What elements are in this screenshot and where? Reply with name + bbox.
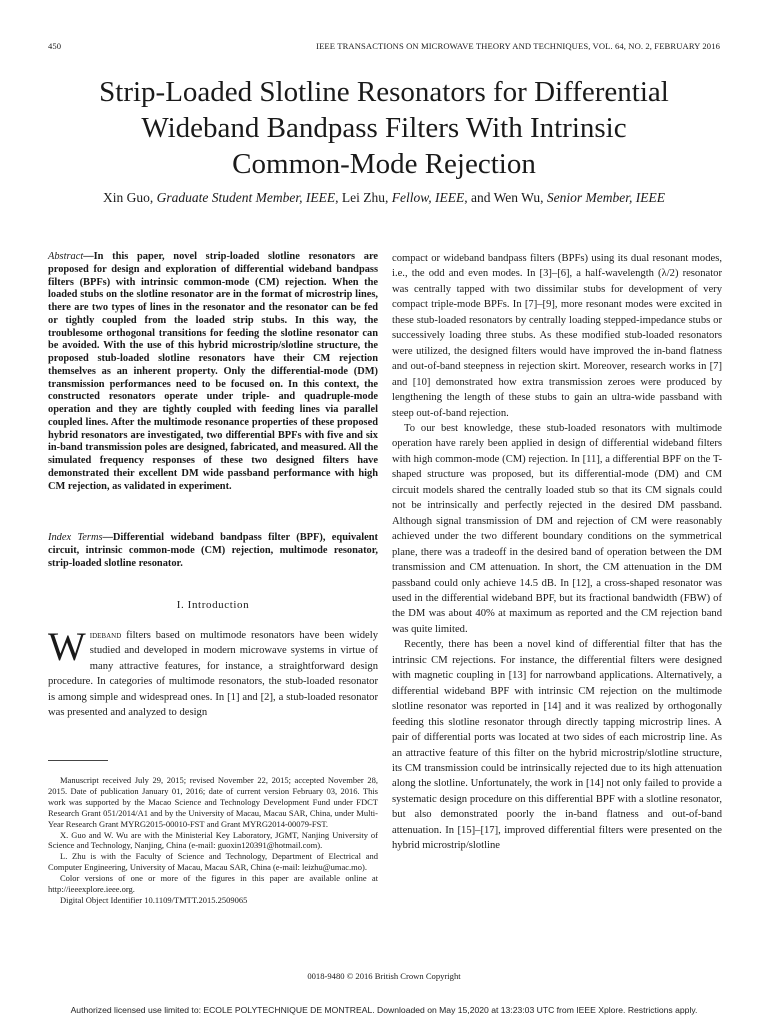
footnotes — [48, 775, 378, 906]
title-line-3: Common-Mode Rejection — [232, 148, 536, 180]
footnote-color: Color versions of one or more of the figures in this paper are available online at http://ieeexplore.ieee.org. — [48, 873, 378, 895]
drop-cap: W — [48, 624, 86, 669]
footnote-affiliation-1: X. Guo and W. Wu are with the Ministerial Key Laboratory, JGMT, Nanjing University of Science and Technology, Nanjing, China (e-mail: guoxin120391@hotmail.com). — [48, 829, 378, 851]
author-2-role: Fellow, IEEE — [391, 190, 465, 205]
page-number: 450 — [48, 41, 62, 51]
index-terms-label: Index Terms — [48, 532, 103, 543]
author-1-name: Xin Guo, — [103, 190, 154, 205]
intro-text: filters based on multimode resonators have been widely studied and developed in modern microwave systems in virtue of many attractive features, for instance, a straightforward design procedure. In categories of multimode resonators, the stub-loaded resonator is among simple and widespread ones. In [1] and [2], a stub-loaded resonator was presented and analyzed to design — [48, 630, 378, 719]
abstract-label: Abstract — [48, 251, 84, 262]
intro-first-word: ideband — [89, 630, 122, 641]
license-banner: Authorized licensed use limited to: ECOLE POLYTECHNIQUE DE MONTREAL. Downloaded on May 15,2020 at 13:23:03 UTC from IEEE Xplore. Restrictions apply. — [70, 1005, 698, 1015]
title-line-1: Strip-Loaded Slotline Resonators for Differential — [99, 76, 669, 108]
abstract — [48, 251, 378, 493]
title-line-2: Wideband Bandpass Filters With Intrinsic — [141, 112, 627, 144]
index-terms-text: —Differential wideband bandpass filter (BPF), equivalent circuit, intrinsic common-mode (CM) rejection, multimode resonator, strip-loaded slotline resonator. — [48, 532, 378, 569]
author-1-role: Graduate Student Member, IEEE — [156, 190, 336, 205]
running-head — [48, 41, 720, 55]
author-2-name: , Lei Zhu, — [335, 190, 389, 205]
author-3-role: Senior Member, IEEE — [546, 190, 665, 205]
section-heading: I. Introduction — [176, 599, 250, 611]
paper-title — [40, 74, 728, 182]
paragraph-3: Recently, there has been a novel kind of differential filter that has the intrinsic CM rejections. For instance, the differential filters were designed with magnetic coupling in [13] for narrowband applications. Alternatively, a differential wideband BPF with intrinsic CM rejection on the multimode slotline resonator was reported in [14] and it was realized by orthogonally feeding this slotline resonator through directly tapping microstrip lines. A pair of differential ports was located at two sides of each microstrip line. As an attractive feature of this filter on the hybrid microstrip/slotline structure, its CM transmission could be intrinsically rejected due to its high attenuation along the slotline. Unfortunately, the work in [14] not only failed to provide a systematic design procedure on this differential BPF with a slotline resonator, but also demonstrated poorly the in-band flatness and out-of-band attenuation. In [15]–[17], improved differential filters were presented on the hybrid microstrip/slotline — [392, 639, 722, 852]
footnote-affiliation-2: L. Zhu is with the Faculty of Science and Technology, Department of Electrical and Computer Engineering, University of Macau, Macau SAR, China (e-mail: leizhu@umac.mo). — [48, 851, 378, 873]
paragraph-2: To our best knowledge, these stub-loaded resonators with multimode operation have rarely been applied in design of differential wideband filters with high common-mode (CM) rejection. In [11], a differential BPF on the T-shaped structure was proposed, but its differential-mode (DM) and CM circuit models shared the centrally loaded stub so that its CM signals could not be intrinsically and perfectly rejected in the desired DM passband. Although signal transmission of DM and rejection of CM were reasonably achieved under the two different boundary conditions on the symmetrical plane, there was a tradeoff in the desired band of operation between the DM transmission and CM attenuation. In short, the CM attenuation in the DM passband could only achieve 14.5 dB. In [12], a cross-shaped resonator was used in the differential wideband BPF, but its fractional bandwidth (FBW) of the DM was about 40% at maximum as reported and the CM rejection band was quite limited. — [392, 422, 722, 635]
paragraph-1: compact or wideband bandpass filters (BPFs) using its dual resonant modes, i.e., the odd and even modes. In [3]–[6], a half-wavelength (λ/2) resonator was centrally tapped with two dissimilar stubs for development of very compact triple-mode BPFs. In [7]–[9], more resonant modes were excited in these stub-loaded resonators by centrally loading stepped-impedance stubs or successively loading three stubs. As these modified stub-loaded resonators were utilized, the designed filters would have improved the in-band flatness and out-of-band steepness in rejection skirt. Moreover, research works in [7] and [10] demonstrated how extra transmission zeroes were produced by lengthening the length of these stubs to gain an ultra-wide passband with steep out-of-band rejection. — [392, 253, 722, 419]
author-3-name: , and Wen Wu, — [464, 190, 544, 205]
introduction-paragraph — [48, 624, 378, 721]
footnote-manuscript: Manuscript received July 29, 2015; revised November 22, 2015; accepted November 28, 2015. Date of publication January 01, 2016; date of current version February 03, 2016. This work was supported by the Macao Science and Technology Development Fund under FDCT Research Grant 051/2014/A1 and by the University of Macau, Macau SAR, China, under Multi-Year Research Grant MYRG2015-00010-FST and Grant MYRG2014-00079-FST. — [48, 775, 378, 829]
footnote-divider — [48, 760, 108, 761]
footnote-doi: Digital Object Identifier 10.1109/TMTT.2015.2509065 — [60, 894, 248, 905]
index-terms — [48, 532, 378, 570]
journal-header: IEEE TRANSACTIONS ON MICROWAVE THEORY AND TECHNIQUES, VOL. 64, NO. 2, FEBRUARY 2016 — [316, 41, 720, 51]
abstract-text: —In this paper, novel strip-loaded slotline resonators are proposed for design and exploration of differential wideband bandpass filters (BPFs) with intrinsic common-mode (CM) rejection. When the loaded stubs on the slotline resonator are in the format of microstrip lines, there are two types of lines in the resonator and the resonator can be fed or tightly coupled from the loaded strip stubs. In this way, the troublesome orthogonal transitions for feeding the slotline resonator can be avoided. With the use of this hybrid microstrip/slotline structure, the proposed stub-loaded slotline resonators have their CM rejection themselves as an inherent property. Only the differential-mode (DM) transmission performances need to be focused on. In this context, the constructed resonators operate under triple- and quadruple-mode operation and they are tightly coupled with feeding lines via parallel coupled lines. After the multimode resonance properties of these proposed hybrid resonators are investigated, two differential BPFs with five and six in-band transmission poles are designed, fabricated, and measured. All the simulated frequency responses of these two designed filters have demonstrated their excellent DM wide passband performance with high CM rejection, as validated in experiment. — [48, 251, 378, 492]
copyright-line: 0018-9480 © 2016 British Crown Copyright — [307, 971, 461, 981]
right-column — [392, 251, 722, 854]
author-list — [40, 189, 728, 207]
